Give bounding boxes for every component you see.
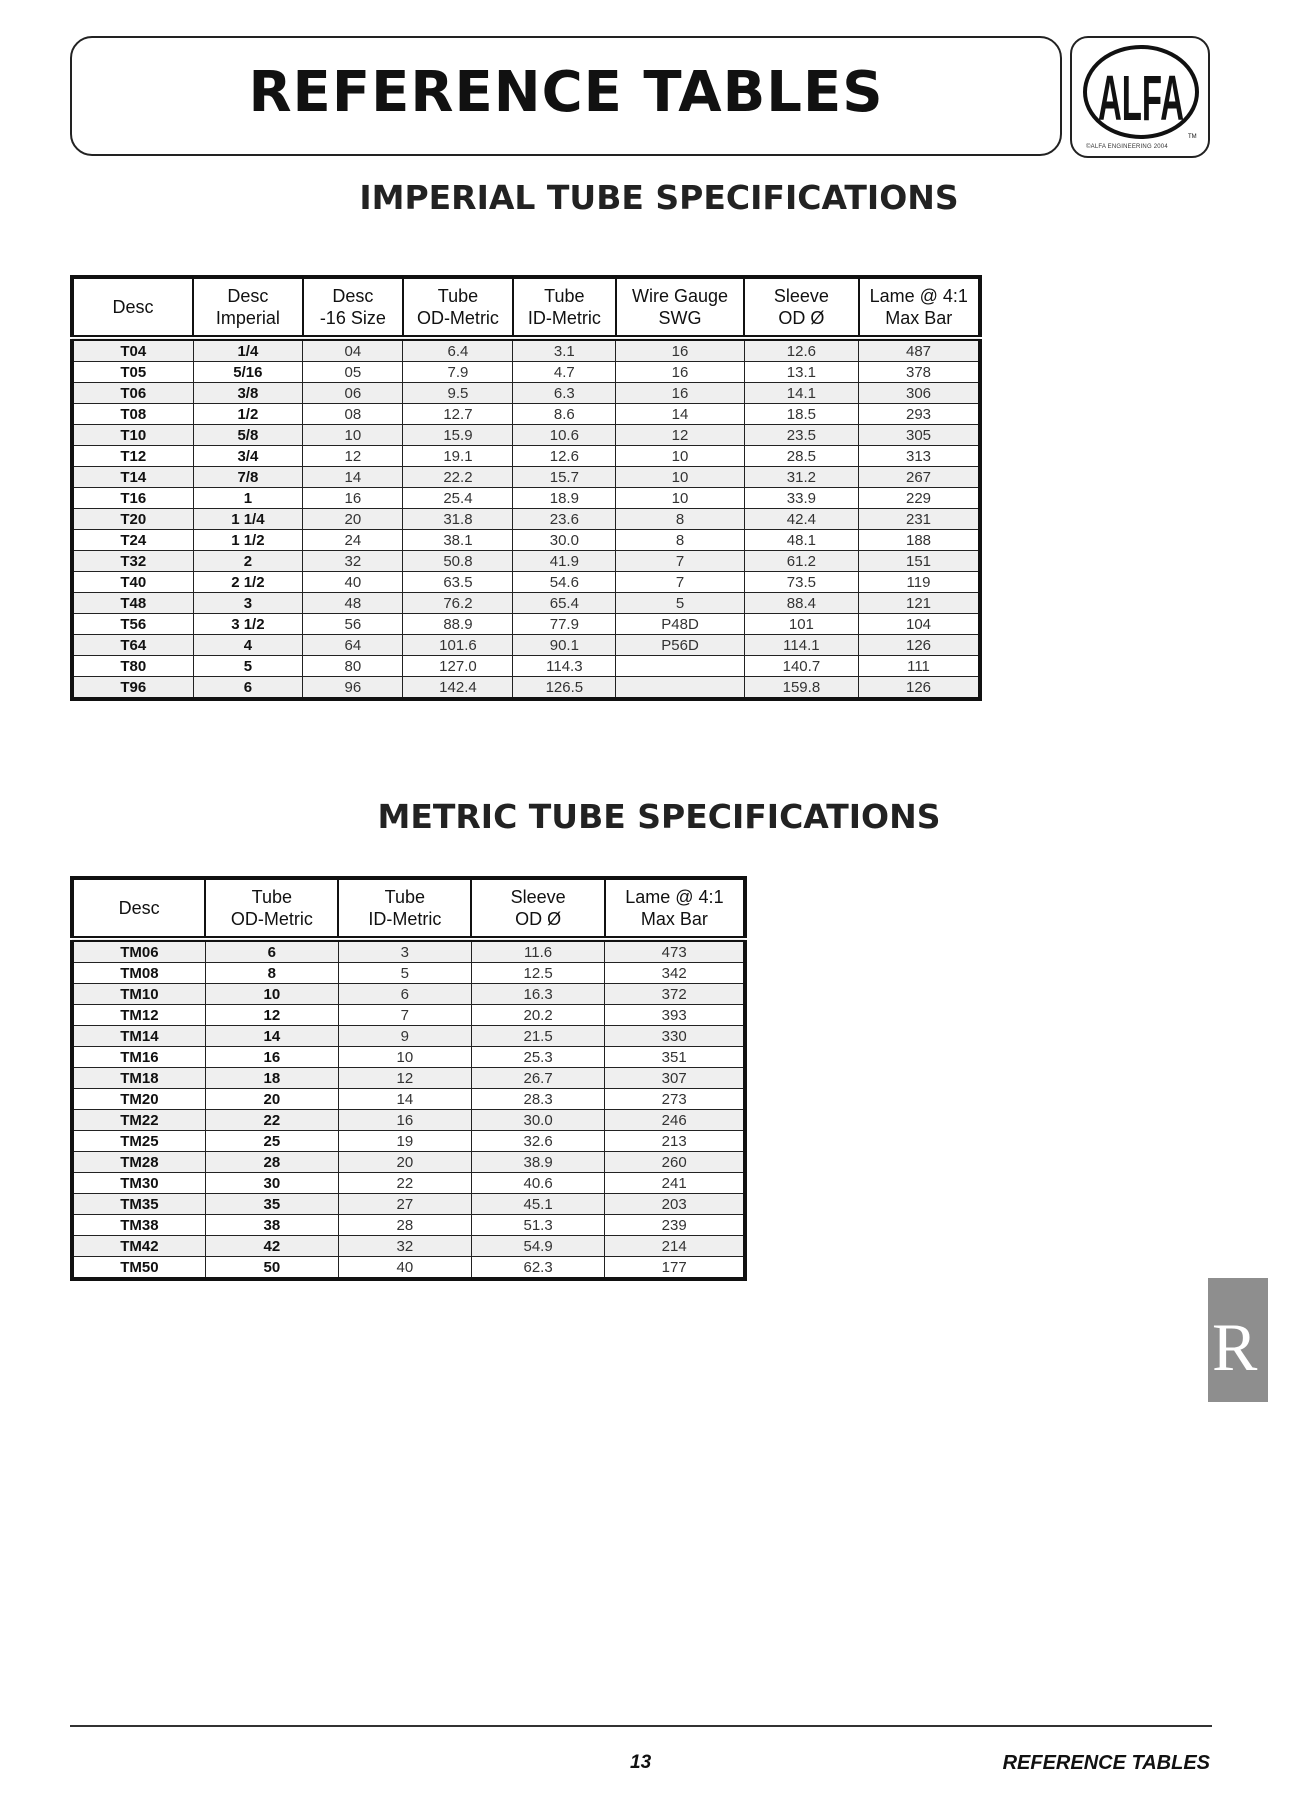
table-cell: 18.9 <box>513 488 616 509</box>
metric-section-title: METRIC TUBE SPECIFICATIONS <box>377 797 941 836</box>
table-cell: 16 <box>338 1110 471 1131</box>
table-cell: T40 <box>72 572 193 593</box>
table-row <box>72 1089 745 1110</box>
table-cell: TM28 <box>72 1152 205 1173</box>
table-cell: TM38 <box>72 1215 205 1236</box>
table-row <box>72 362 980 383</box>
table-cell: 372 <box>605 984 745 1005</box>
table-cell: 05 <box>303 362 403 383</box>
table-row <box>72 488 980 509</box>
page-number: 13 <box>630 1752 652 1773</box>
table-cell: 8 <box>205 963 338 984</box>
table-cell: P48D <box>616 614 745 635</box>
table-cell: T48 <box>72 593 193 614</box>
table-cell: 30.0 <box>471 1110 605 1131</box>
table-cell: 7 <box>616 572 745 593</box>
table-row <box>72 530 980 551</box>
table-cell: 96 <box>303 677 403 700</box>
table-cell: 30.0 <box>513 530 616 551</box>
table-cell: 5/8 <box>193 425 303 446</box>
metric-column-header: Tube ID-Metric <box>338 878 471 939</box>
logo-copyright: ©ALFA ENGINEERING 2004 <box>1086 144 1168 150</box>
table-cell: 305 <box>859 425 981 446</box>
table-cell: 159.8 <box>744 677 858 700</box>
table-cell: 10 <box>616 488 745 509</box>
table-cell: T10 <box>72 425 193 446</box>
table-row <box>72 572 980 593</box>
table-cell: 119 <box>859 572 981 593</box>
table-cell: 16.3 <box>471 984 605 1005</box>
table-cell: 42.4 <box>744 509 858 530</box>
table-cell: TM06 <box>72 939 205 963</box>
table-row <box>72 1236 745 1257</box>
table-cell: 306 <box>859 383 981 404</box>
table-cell: 40 <box>303 572 403 593</box>
table-cell: 14 <box>205 1026 338 1047</box>
table-cell: TM30 <box>72 1173 205 1194</box>
table-cell: 08 <box>303 404 403 425</box>
table-row <box>72 425 980 446</box>
table-row <box>72 1110 745 1131</box>
table-cell: TM10 <box>72 984 205 1005</box>
table-row <box>72 1131 745 1152</box>
table-cell: 13.1 <box>744 362 858 383</box>
table-cell: 126 <box>859 635 981 656</box>
imperial-column-header: Wire Gauge SWG <box>616 277 745 338</box>
table-cell: 14 <box>303 467 403 488</box>
table-cell: 48.1 <box>744 530 858 551</box>
table-cell: 10 <box>338 1047 471 1068</box>
table-cell: 54.9 <box>471 1236 605 1257</box>
table-cell: 3.1 <box>513 338 616 362</box>
table-cell: 16 <box>616 362 745 383</box>
table-row <box>72 963 745 984</box>
table-cell <box>616 677 745 700</box>
table-cell: TM50 <box>72 1257 205 1280</box>
footer-title: REFERENCE TABLES <box>1002 1752 1210 1774</box>
table-cell: 101 <box>744 614 858 635</box>
table-cell: 28 <box>338 1215 471 1236</box>
table-cell: 38.1 <box>403 530 513 551</box>
table-row <box>72 656 980 677</box>
table-cell: 77.9 <box>513 614 616 635</box>
metric-column-header: Desc <box>72 878 205 939</box>
table-cell: 21.5 <box>471 1026 605 1047</box>
table-cell: 16 <box>616 338 745 362</box>
table-cell: 6 <box>193 677 303 700</box>
table-cell: 214 <box>605 1236 745 1257</box>
table-cell: 140.7 <box>744 656 858 677</box>
table-cell: 188 <box>859 530 981 551</box>
table-cell: 18.5 <box>744 404 858 425</box>
table-cell: 1 1/2 <box>193 530 303 551</box>
table-cell: 28.3 <box>471 1089 605 1110</box>
table-cell: 293 <box>859 404 981 425</box>
table-cell: 260 <box>605 1152 745 1173</box>
table-row <box>72 677 980 700</box>
table-cell: 1 1/4 <box>193 509 303 530</box>
table-cell: 101.6 <box>403 635 513 656</box>
table-row <box>72 467 980 488</box>
table-cell: 35 <box>205 1194 338 1215</box>
table-cell: TM20 <box>72 1089 205 1110</box>
table-cell: 54.6 <box>513 572 616 593</box>
table-cell: 6 <box>338 984 471 1005</box>
table-cell: 48 <box>303 593 403 614</box>
table-cell: 1/4 <box>193 338 303 362</box>
section-tab-letter: R <box>1212 1309 1258 1385</box>
table-cell: 62.3 <box>471 1257 605 1280</box>
table-cell: 6.3 <box>513 383 616 404</box>
table-row <box>72 984 745 1005</box>
table-cell: 104 <box>859 614 981 635</box>
table-cell: 16 <box>205 1047 338 1068</box>
table-cell: 10 <box>616 446 745 467</box>
table-cell: 25.4 <box>403 488 513 509</box>
table-cell: 22 <box>338 1173 471 1194</box>
table-cell: 7 <box>616 551 745 572</box>
table-row <box>72 1005 745 1026</box>
table-cell: 273 <box>605 1089 745 1110</box>
table-cell: 28.5 <box>744 446 858 467</box>
table-cell: 10.6 <box>513 425 616 446</box>
table-cell: 5 <box>193 656 303 677</box>
table-cell: 40 <box>338 1257 471 1280</box>
table-cell: 126 <box>859 677 981 700</box>
table-cell: 20 <box>303 509 403 530</box>
table-row <box>72 635 980 656</box>
table-row <box>72 383 980 404</box>
table-cell: 9.5 <box>403 383 513 404</box>
table-cell: 10 <box>205 984 338 1005</box>
table-cell: 23.5 <box>744 425 858 446</box>
table-cell: TM25 <box>72 1131 205 1152</box>
imperial-tube-table <box>70 275 982 701</box>
alfa-logo <box>1070 36 1210 158</box>
logo-trademark: TM <box>1188 134 1197 140</box>
table-cell: 20 <box>338 1152 471 1173</box>
table-cell: 22 <box>205 1110 338 1131</box>
table-row <box>72 1152 745 1173</box>
table-cell: 23.6 <box>513 509 616 530</box>
table-row <box>72 1026 745 1047</box>
table-cell: T14 <box>72 467 193 488</box>
table-cell: T06 <box>72 383 193 404</box>
table-cell: 3 1/2 <box>193 614 303 635</box>
table-cell: 14 <box>338 1089 471 1110</box>
table-cell: 04 <box>303 338 403 362</box>
table-cell: 27 <box>338 1194 471 1215</box>
table-cell: 203 <box>605 1194 745 1215</box>
table-cell: 12.7 <box>403 404 513 425</box>
table-row <box>72 404 980 425</box>
table-cell: 31.8 <box>403 509 513 530</box>
table-cell: 56 <box>303 614 403 635</box>
table-cell: T96 <box>72 677 193 700</box>
table-cell: 19 <box>338 1131 471 1152</box>
table-cell: P56D <box>616 635 745 656</box>
table-cell: 2 <box>193 551 303 572</box>
table-cell <box>616 656 745 677</box>
table-cell: 121 <box>859 593 981 614</box>
table-cell: 18 <box>205 1068 338 1089</box>
table-cell: 4 <box>193 635 303 656</box>
imperial-column-header: Sleeve OD Ø <box>744 277 858 338</box>
table-cell: 19.1 <box>403 446 513 467</box>
metric-tube-table <box>70 876 747 1281</box>
table-cell: T24 <box>72 530 193 551</box>
table-cell: 267 <box>859 467 981 488</box>
table-cell: T32 <box>72 551 193 572</box>
table-cell: 45.1 <box>471 1194 605 1215</box>
table-cell: 9 <box>338 1026 471 1047</box>
imperial-header-row <box>72 277 980 338</box>
table-cell: TM35 <box>72 1194 205 1215</box>
table-cell: 42 <box>205 1236 338 1257</box>
table-cell: 26.7 <box>471 1068 605 1089</box>
table-cell: 88.9 <box>403 614 513 635</box>
table-cell: 73.5 <box>744 572 858 593</box>
table-cell: 114.1 <box>744 635 858 656</box>
table-row <box>72 551 980 572</box>
table-cell: 65.4 <box>513 593 616 614</box>
table-cell: TM12 <box>72 1005 205 1026</box>
table-cell: 7.9 <box>403 362 513 383</box>
imperial-section-title: IMPERIAL TUBE SPECIFICATIONS <box>359 178 959 217</box>
logo-text: ALFA <box>1098 62 1184 134</box>
table-cell: 61.2 <box>744 551 858 572</box>
table-cell: 16 <box>616 383 745 404</box>
table-cell: 3 <box>193 593 303 614</box>
table-cell: 22.2 <box>403 467 513 488</box>
table-cell: 6 <box>205 939 338 963</box>
imperial-column-header: Tube ID-Metric <box>513 277 616 338</box>
table-cell: 50 <box>205 1257 338 1280</box>
table-cell: 12 <box>338 1068 471 1089</box>
footer-divider <box>70 1725 1212 1727</box>
imperial-column-header: Tube OD-Metric <box>403 277 513 338</box>
table-cell: 51.3 <box>471 1215 605 1236</box>
table-cell: 5 <box>338 963 471 984</box>
table-cell: 393 <box>605 1005 745 1026</box>
table-cell: 30 <box>205 1173 338 1194</box>
metric-table-body <box>72 939 745 1279</box>
metric-column-header: Sleeve OD Ø <box>471 878 605 939</box>
table-row <box>72 1173 745 1194</box>
table-cell: 15.9 <box>403 425 513 446</box>
table-cell: 14.1 <box>744 383 858 404</box>
table-cell: 7 <box>338 1005 471 1026</box>
table-cell: 473 <box>605 939 745 963</box>
table-cell: 111 <box>859 656 981 677</box>
table-cell: 12.6 <box>513 446 616 467</box>
table-row <box>72 1047 745 1068</box>
imperial-table-body <box>72 338 980 699</box>
table-cell: 31.2 <box>744 467 858 488</box>
table-row <box>72 1194 745 1215</box>
table-row <box>72 446 980 467</box>
table-cell: 10 <box>616 467 745 488</box>
table-cell: 15.7 <box>513 467 616 488</box>
imperial-column-header: Desc -16 Size <box>303 277 403 338</box>
table-cell: 330 <box>605 1026 745 1047</box>
table-cell: 12.5 <box>471 963 605 984</box>
table-cell: 3 <box>338 939 471 963</box>
table-cell: 1/2 <box>193 404 303 425</box>
table-cell: 5/16 <box>193 362 303 383</box>
table-cell: 241 <box>605 1173 745 1194</box>
metric-column-header: Lame @ 4:1 Max Bar <box>605 878 745 939</box>
section-tab-r[interactable] <box>1208 1278 1268 1402</box>
table-row <box>72 614 980 635</box>
table-cell: 06 <box>303 383 403 404</box>
table-cell: TM22 <box>72 1110 205 1131</box>
table-cell: 142.4 <box>403 677 513 700</box>
table-cell: T05 <box>72 362 193 383</box>
imperial-column-header: Desc Imperial <box>193 277 303 338</box>
table-cell: 151 <box>859 551 981 572</box>
table-cell: T80 <box>72 656 193 677</box>
table-cell: T56 <box>72 614 193 635</box>
table-cell: TM42 <box>72 1236 205 1257</box>
page-title: REFERENCE TABLES <box>248 60 884 125</box>
table-cell: 8.6 <box>513 404 616 425</box>
table-cell: TM18 <box>72 1068 205 1089</box>
alfa-logo-icon <box>1080 44 1202 140</box>
table-cell: 32 <box>303 551 403 572</box>
imperial-column-header: Lame @ 4:1 Max Bar <box>859 277 981 338</box>
table-cell: 32 <box>338 1236 471 1257</box>
table-row <box>72 1068 745 1089</box>
imperial-column-header: Desc <box>72 277 193 338</box>
table-cell: 10 <box>303 425 403 446</box>
table-cell: 20 <box>205 1089 338 1110</box>
table-row <box>72 1257 745 1280</box>
table-cell: 24 <box>303 530 403 551</box>
table-cell: 20.2 <box>471 1005 605 1026</box>
table-row <box>72 939 745 963</box>
table-cell: 50.8 <box>403 551 513 572</box>
table-cell: 12 <box>303 446 403 467</box>
table-cell: 3/8 <box>193 383 303 404</box>
metric-column-header: Tube OD-Metric <box>205 878 338 939</box>
table-cell: 40.6 <box>471 1173 605 1194</box>
table-cell: 16 <box>303 488 403 509</box>
table-cell: 351 <box>605 1047 745 1068</box>
table-row <box>72 338 980 362</box>
table-cell: 33.9 <box>744 488 858 509</box>
table-cell: 88.4 <box>744 593 858 614</box>
table-cell: TM08 <box>72 963 205 984</box>
table-cell: 12 <box>616 425 745 446</box>
table-cell: TM14 <box>72 1026 205 1047</box>
table-cell: 38 <box>205 1215 338 1236</box>
table-cell: 213 <box>605 1131 745 1152</box>
table-cell: 487 <box>859 338 981 362</box>
table-cell: 90.1 <box>513 635 616 656</box>
table-cell: T12 <box>72 446 193 467</box>
table-cell: 177 <box>605 1257 745 1280</box>
table-cell: TM16 <box>72 1047 205 1068</box>
table-cell: 7/8 <box>193 467 303 488</box>
table-cell: 3/4 <box>193 446 303 467</box>
table-row <box>72 593 980 614</box>
table-cell: T08 <box>72 404 193 425</box>
table-cell: 229 <box>859 488 981 509</box>
table-cell: T16 <box>72 488 193 509</box>
table-cell: 307 <box>605 1068 745 1089</box>
table-cell: 8 <box>616 509 745 530</box>
metric-header-row <box>72 878 745 939</box>
table-cell: 28 <box>205 1152 338 1173</box>
table-cell: 8 <box>616 530 745 551</box>
table-cell: T04 <box>72 338 193 362</box>
table-cell: 231 <box>859 509 981 530</box>
table-cell: 12.6 <box>744 338 858 362</box>
table-cell: 342 <box>605 963 745 984</box>
table-cell: 11.6 <box>471 939 605 963</box>
table-cell: 64 <box>303 635 403 656</box>
table-row <box>72 509 980 530</box>
table-cell: 1 <box>193 488 303 509</box>
table-cell: 378 <box>859 362 981 383</box>
table-cell: 32.6 <box>471 1131 605 1152</box>
table-cell: 63.5 <box>403 572 513 593</box>
table-cell: 239 <box>605 1215 745 1236</box>
table-cell: 246 <box>605 1110 745 1131</box>
table-cell: 80 <box>303 656 403 677</box>
table-cell: 127.0 <box>403 656 513 677</box>
table-cell: 12 <box>205 1005 338 1026</box>
table-cell: 41.9 <box>513 551 616 572</box>
table-row <box>72 1215 745 1236</box>
table-cell: 126.5 <box>513 677 616 700</box>
table-cell: 14 <box>616 404 745 425</box>
table-cell: 4.7 <box>513 362 616 383</box>
table-cell: 114.3 <box>513 656 616 677</box>
table-cell: 313 <box>859 446 981 467</box>
table-cell: 38.9 <box>471 1152 605 1173</box>
table-cell: 25.3 <box>471 1047 605 1068</box>
table-cell: 5 <box>616 593 745 614</box>
table-cell: 6.4 <box>403 338 513 362</box>
table-cell: 2 1/2 <box>193 572 303 593</box>
table-cell: T20 <box>72 509 193 530</box>
table-cell: T64 <box>72 635 193 656</box>
table-cell: 25 <box>205 1131 338 1152</box>
table-cell: 76.2 <box>403 593 513 614</box>
title-box <box>70 36 1062 156</box>
